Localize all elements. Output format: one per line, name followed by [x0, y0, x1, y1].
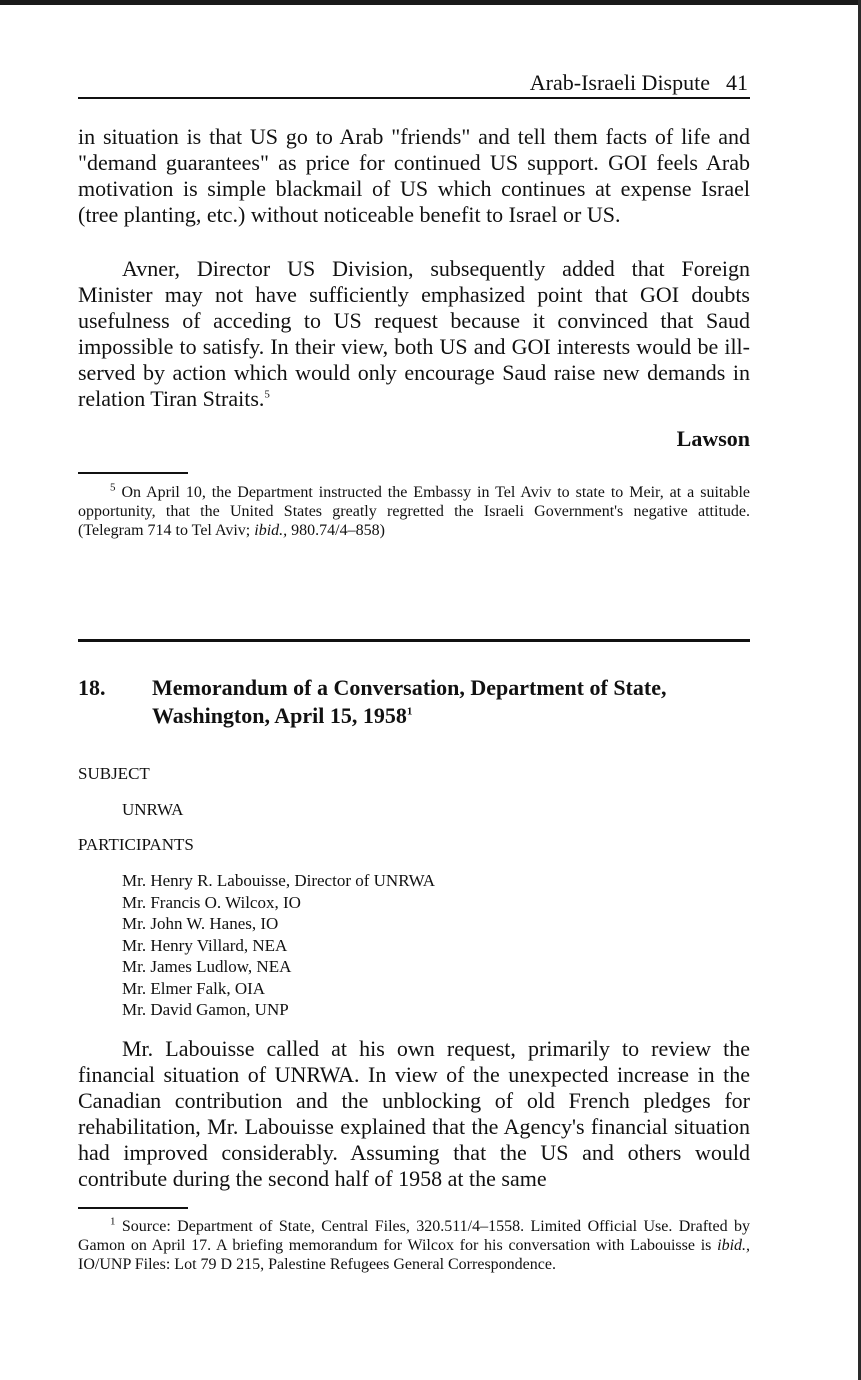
footnote-1-text: Source: Department of State, Central Files, 320.511/4–1558. Limited Official Use. Drafted by Gamon on April 17. A briefing memorandum for Wilcox for his conversation with Labouisse is: [78, 1218, 751, 1254]
participants-label: PARTICIPANTS: [78, 835, 194, 854]
page-top-edge: [0, 0, 861, 5]
participants-list: [122, 870, 435, 1021]
participant-item: Mr. Henry R. Labouisse, Director of UNRWA: [122, 871, 436, 890]
paragraph-avner: [78, 256, 750, 412]
paragraph-continued: in situation is that US go to Arab "friends" and tell them facts of life and "demand guarantees" as price for continued US support. GOI feels Arab motivation is simple blackmail of US which continues at expense Israel (tree planting, etc.) without noticeable benefit to Israel or US.: [78, 124, 750, 227]
running-header-title: Arab-Israeli Dispute: [529, 70, 710, 95]
footnote-5-ibid: ibid.,: [254, 522, 288, 539]
participant-item: Mr. Henry Villard, NEA: [122, 935, 288, 955]
footnote-5-text: On April 10, the Department instructed the Embassy in Tel Aviv to state to Meir, at a suitable opportunity, that the United States greatly regretted the Israeli Government's negative attitude. (Telegram 714 to Tel Aviv;: [78, 484, 751, 539]
participant-item: Mr. Elmer Falk, OIA: [122, 978, 266, 998]
participant-item: Mr. Francis O. Wilcox, IO: [122, 892, 301, 912]
document-title-text: Memorandum of a Conversation, Department of State, Washington, April 15, 1958: [152, 675, 667, 728]
document-title: [152, 674, 750, 730]
participant-item: Mr. John W. Hanes, IO: [122, 914, 279, 933]
footnote-ref-1[interactable]: 1: [406, 705, 413, 718]
document-number: 18.: [78, 675, 106, 700]
footnote-1: [78, 1217, 750, 1274]
footnote-5: [78, 483, 750, 540]
footnote-1-marker: 1: [110, 1215, 116, 1228]
section-divider: [78, 639, 750, 642]
paragraph-avner-text: Avner, Director US Division, subsequently added that Foreign Minister may not have sufficiently emphasized point that GOI doubts usefulness of acceding to US request because it convinced that Saud impossible to satisfy. In their view, both US and GOI interests would be ill-served by action which would only encourage Saud raise new demands in relation Tiran Straits.: [78, 256, 750, 411]
footnote-ref-5[interactable]: 5: [264, 388, 270, 401]
footnote-5-citation: 980.74/4–858): [291, 522, 385, 539]
subject-value: UNRWA: [122, 800, 184, 819]
footnote-rule: [78, 472, 188, 474]
page-number: 41: [726, 70, 748, 95]
memorandum-body: Mr. Labouisse called at his own request, primarily to review the financial situation of UNRWA. In view of the unexpected increase in the Canadian contribution and the unblocking of old French pledges for rehabilitation, Mr. Labouisse explained that the Agency's financial situation had improved considerably. Assuming that the US and others would contribute during the second half of 1958 at the same: [78, 1036, 750, 1191]
footnote-rule: [78, 1207, 188, 1209]
participant-item: Mr. David Gamon, UNP: [122, 1000, 289, 1019]
subject-label: SUBJECT: [78, 764, 150, 783]
header-rule: [78, 97, 750, 99]
running-header: [78, 70, 748, 96]
footnote-5-marker: 5: [110, 481, 116, 494]
signature: Lawson: [676, 426, 750, 451]
footnote-1-ibid: ibid.,: [717, 1237, 751, 1254]
footnote-1-citation: IO/UNP Files: Lot 79 D 215, Palestine Refugees General Correspondence.: [78, 1256, 556, 1273]
participant-item: Mr. James Ludlow, NEA: [122, 957, 292, 976]
